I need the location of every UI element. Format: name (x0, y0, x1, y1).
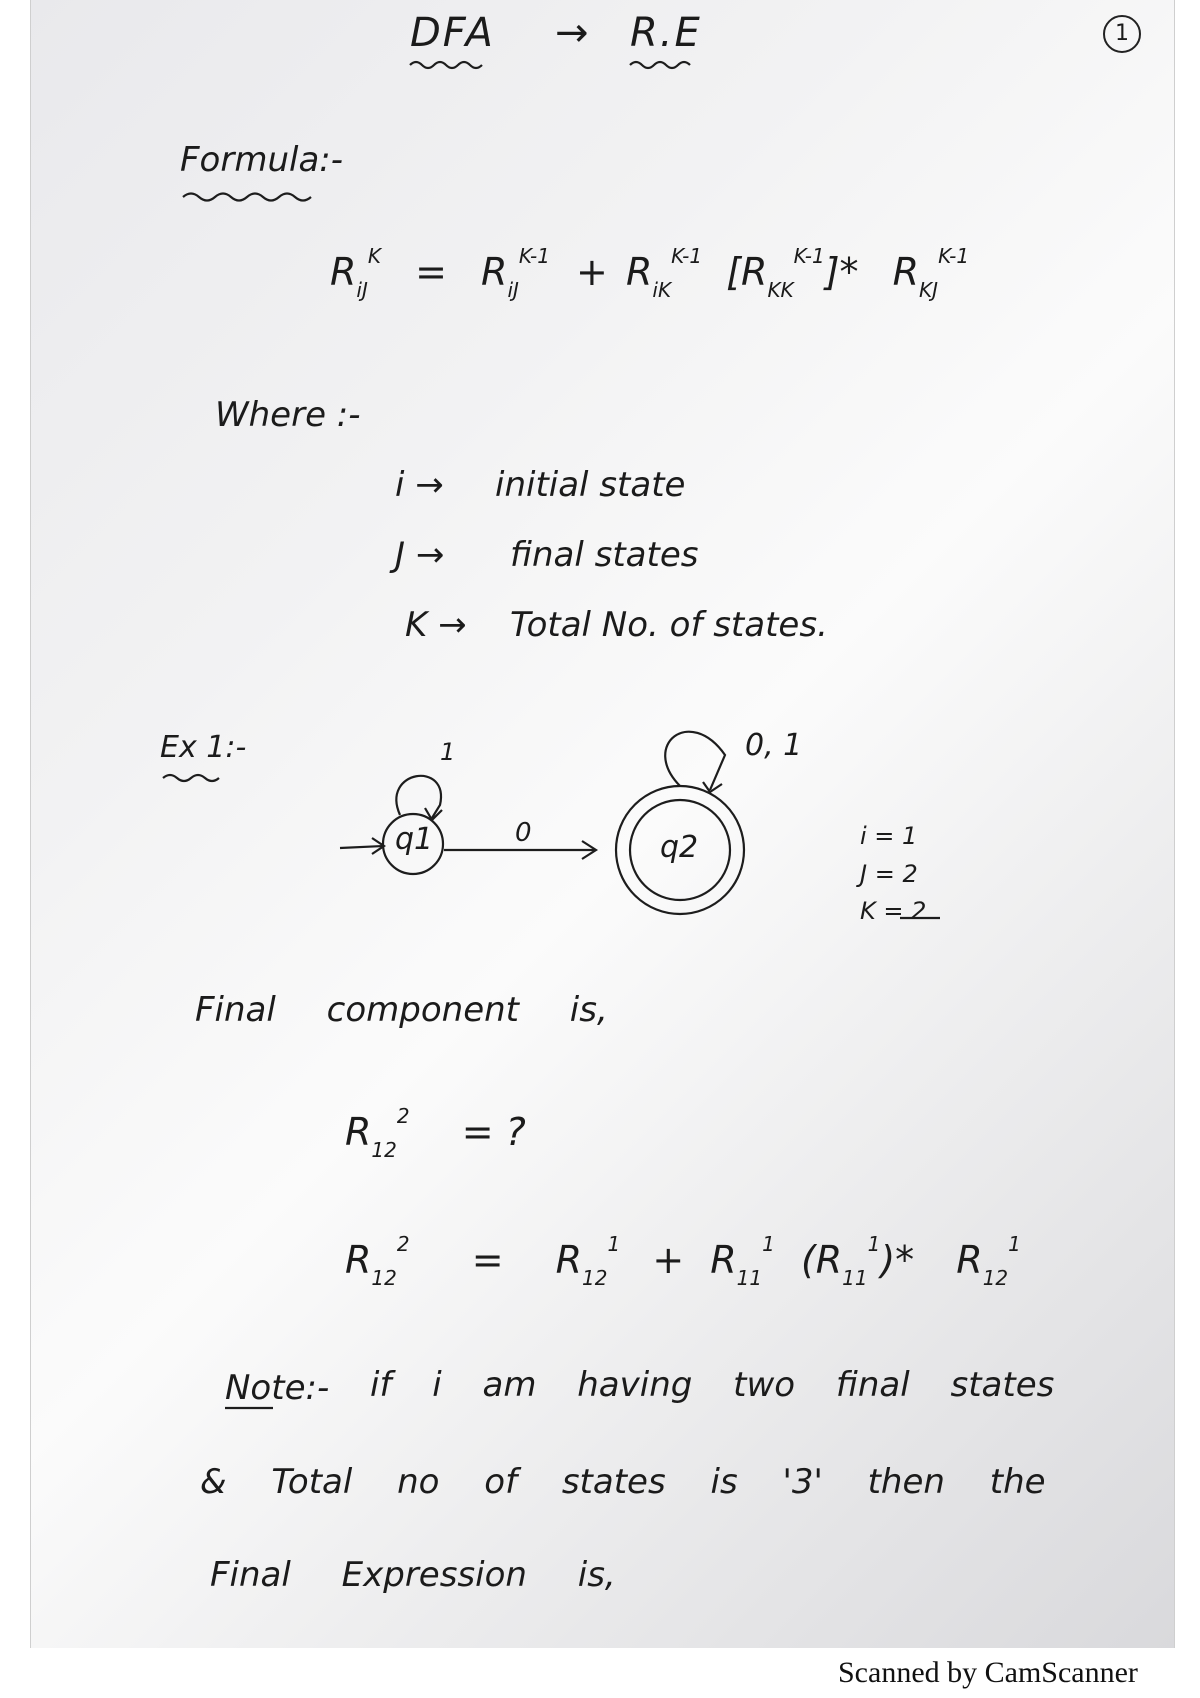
note-line-2: & Total no of states is '3' then the (200, 1462, 1046, 1502)
param-k: K = 2 (860, 897, 927, 925)
scanner-watermark: Scanned by CamScanner (838, 1656, 1138, 1689)
where-item-k-symbol: K → (405, 605, 467, 645)
loop-q2-label: 0, 1 (745, 728, 803, 763)
main-formula: $R_{iJ}^K = R_{iJ}^{K-1} + R_{iK}^{K-1}$ $[R_{KK}^{K-1}]*$ $R_{KJ}^{K-1}$ (330, 244, 970, 302)
r-unknown-equation: $R_{12}^2$ = ? (345, 1104, 526, 1162)
where-label: Where :- (215, 395, 361, 435)
formula-label: Formula:- (180, 140, 344, 180)
edge-label: 0 (515, 818, 532, 848)
r-expansion-equation: $R_{12}^2 = R_{12}^1 + R_{11}^1$ $(R_{11}^1)*$ $R_{12}^1$ (345, 1232, 1021, 1290)
where-item-i-symbol: i → (395, 465, 444, 505)
loop-q1 (396, 776, 441, 818)
state-q1-label: q1 (395, 822, 434, 857)
start-arrow (340, 846, 383, 848)
example-label: Ex 1:- (160, 730, 247, 765)
where-item-j-text: final states (510, 535, 699, 575)
note-line-3: Final Expression is, (210, 1555, 616, 1595)
page-number: 1 (1103, 15, 1141, 53)
loop-q2 (665, 732, 725, 790)
loop-q1-label: 1 (440, 738, 456, 766)
title-left: DFA (410, 10, 495, 56)
title-arrow: → (555, 10, 591, 56)
example-label-underline (163, 775, 219, 781)
final-component-text: Final component is, (195, 990, 608, 1030)
state-q2-label: q2 (660, 830, 699, 865)
where-item-i-text: initial state (495, 465, 686, 505)
formula-label-underline (183, 194, 311, 201)
where-item-j-symbol: J → (395, 535, 445, 575)
title-left-underline (410, 62, 482, 68)
note-label: Note:- (225, 1368, 330, 1408)
param-j: J = 2 (860, 860, 918, 888)
where-item-k-text: Total No. of states. (510, 605, 828, 645)
param-i: i = 1 (860, 822, 918, 850)
title-right-underline (630, 62, 690, 68)
title-right: R.E (630, 10, 702, 56)
note-line-1: if i am having two final states (370, 1365, 1055, 1405)
